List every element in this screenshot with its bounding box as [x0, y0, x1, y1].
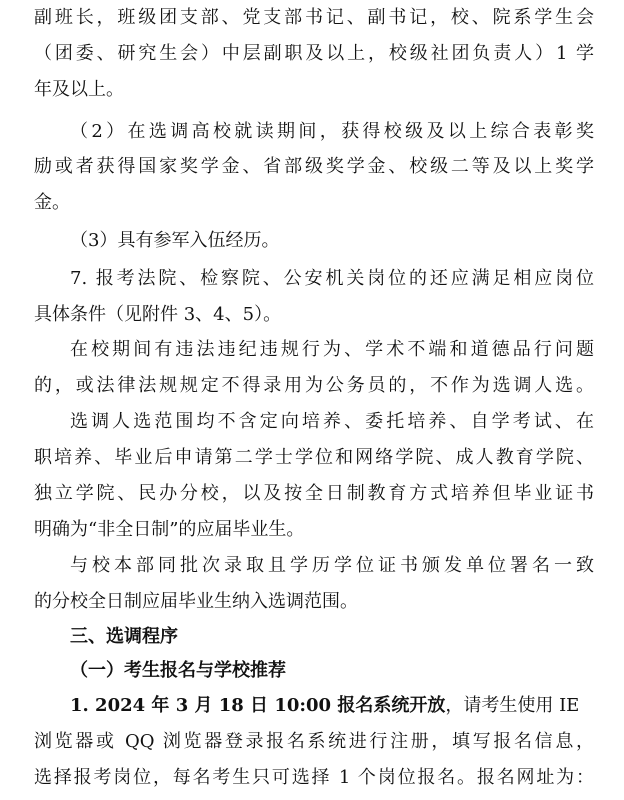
text-line: 选调人选范围均不含定向培养、委托培养、自学考试、在 [70, 411, 594, 432]
text-line: （团委、研究生会）中层副职及以上，校级社团负责人）1 学 [34, 43, 594, 64]
text-line: （2）在选调高校就读期间，获得校级及以上综合表彰奖 [70, 121, 594, 142]
subsection-heading: （一）考生报名与学校推荐 [70, 660, 286, 681]
text-line: 职培养、毕业后申请第二学士学位和网络学院、成人教育学院、 [34, 447, 594, 468]
text-line: 具体条件（见附件 3、4、5）。 [34, 304, 282, 325]
emphasis-text: 1. 2024 年 3 月 18 日 10:00 报名系统开放 [70, 695, 446, 716]
text-span: ，请考生使用 IE [445, 695, 580, 716]
text-line: 年及以上。 [34, 79, 124, 100]
text-line: 浏览器或 QQ 浏览器登录报名系统进行注册，填写报名信息， [34, 731, 594, 752]
text-line: 副班长，班级团支部、党支部书记、副书记，校、院系学生会 [34, 7, 594, 28]
text-line: 明确为“非全日制”的应届毕业生。 [34, 519, 305, 540]
text-line: 的，或法律法规规定不得录用为公务员的，不作为选调人选。 [34, 375, 594, 396]
text-line: 7. 报考法院、检察院、公安机关岗位的还应满足相应岗位 [70, 268, 594, 289]
text-line: 在校期间有违法违纪违规行为、学术不端和道德品行问题 [70, 339, 594, 360]
text-line: 金。 [34, 192, 70, 213]
text-line [70, 690, 594, 722]
text-line: 与校本部同批次录取且学历学位证书颁发单位署名一致 [70, 555, 594, 576]
section-heading: 三、选调程序 [70, 626, 178, 647]
text-line: 独立学院、民办分校，以及按全日制教育方式培养但毕业证书 [34, 483, 594, 504]
text-line: 选择报考岗位，每名考生只可选择 1 个岗位报名。报名网址为： [34, 767, 594, 788]
text-line: 的分校全日制应届毕业生纳入选调范围。 [34, 591, 358, 612]
text-line: （3）具有参军入伍经历。 [70, 230, 280, 251]
text-line: 励或者获得国家奖学金、省部级奖学金、校级二等及以上奖学 [34, 156, 594, 177]
